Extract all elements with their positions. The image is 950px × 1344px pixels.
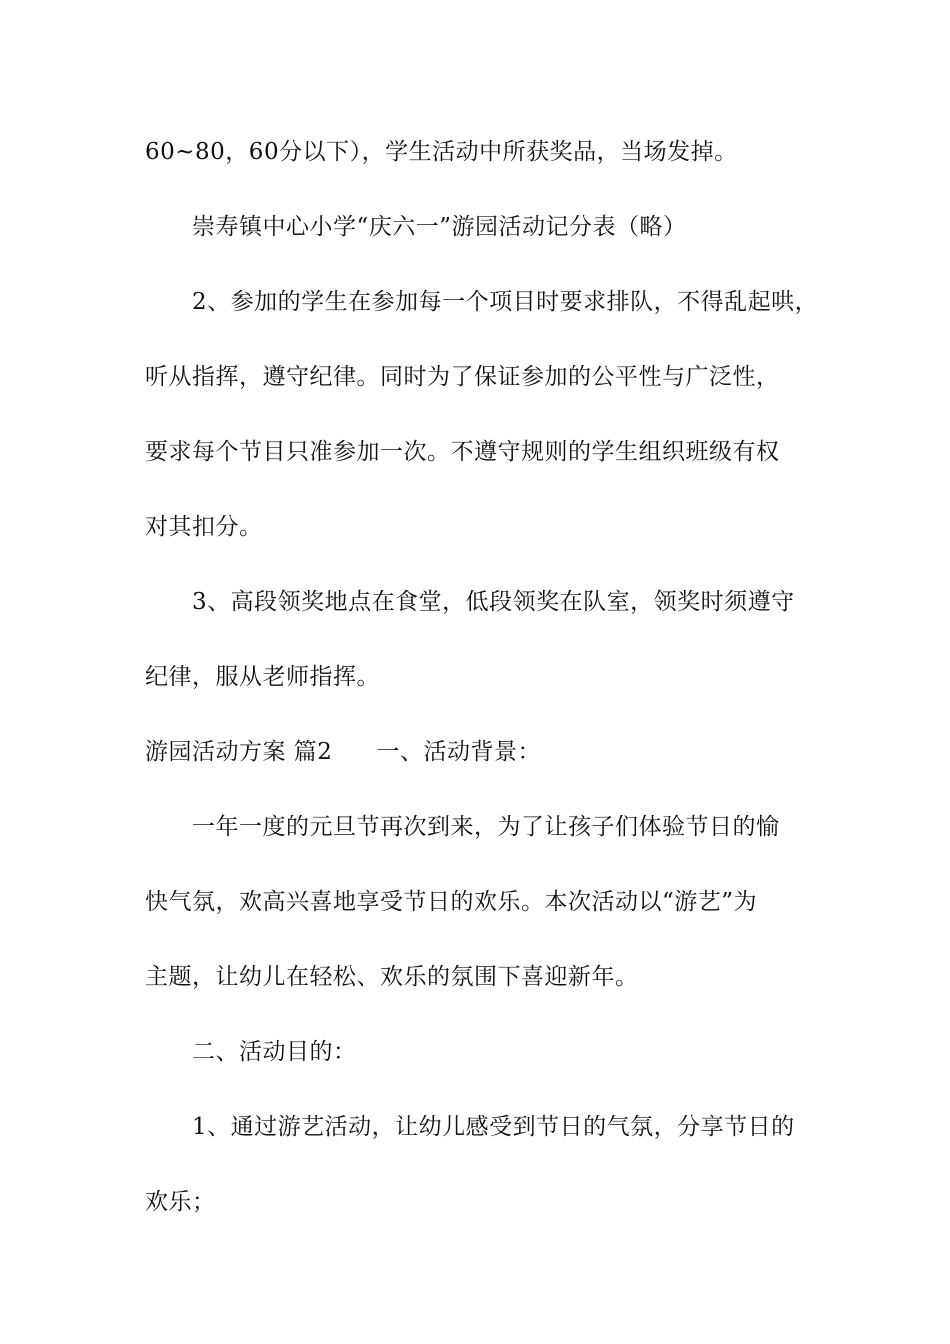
paragraph-line-14: 欢乐； [145, 1189, 216, 1215]
paragraph-line-7: 3、高段领奖地点在食堂，低段领奖在队室，领奖时须遵守 [192, 589, 795, 615]
paragraph-line-5: 要求每个节目只准参加一次。不遵守规则的学生组织班级有权 [145, 439, 780, 465]
paragraph-line-10: 快气氛，欢高兴喜地享受节日的欢乐。本次活动以“游艺”为 [145, 889, 758, 915]
paragraph-line-1: 60~80，60分以下），学生活动中所获奖品，当场发掉。 [145, 139, 738, 165]
paragraph-line-2: 崇寿镇中心小学“庆六一”游园活动记分表（略） [192, 214, 687, 240]
paragraph-line-9: 一年一度的元旦节再次到来，为了让孩子们体验节日的愉 [192, 814, 780, 840]
paragraph-line-3: 2、参加的学生在参加每一个项目时要求排队，不得乱起哄， [192, 289, 819, 315]
paragraph-line-6: 对其扣分。 [145, 514, 263, 540]
section-heading-subtitle: 一、活动背景： [376, 739, 541, 765]
section-heading [145, 737, 541, 767]
paragraph-line-8: 纪律，服从老师指挥。 [145, 664, 380, 690]
paragraph-line-11: 主题，让幼儿在轻松、欢乐的氛围下喜迎新年。 [145, 964, 639, 990]
paragraph-line-12: 二、活动目的： [192, 1039, 357, 1065]
paragraph-line-4: 听从指挥，遵守纪律。同时为了保证参加的公平性与广泛性， [145, 364, 780, 390]
paragraph-line-13: 1、通过游艺活动，让幼儿感受到节日的气氛，分享节日的 [192, 1114, 795, 1140]
section-heading-title: 游园活动方案 篇2 [145, 739, 333, 765]
